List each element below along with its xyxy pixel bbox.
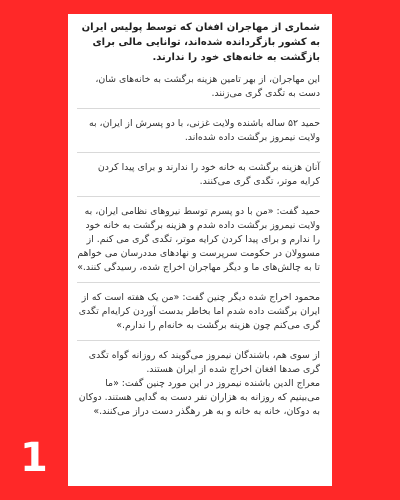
article-card (68, 14, 332, 486)
article-headline: شماری از مهاجران افغان که توسط پولیس ایران به کشور بازگردانده شده‌اند، توانایی مالی برای بازگشت به خانه‌های خود را ندارند. (81, 22, 320, 63)
article-paragraph: این مهاجران، از بهر تامین هزینه برگشت به خانه‌های شان، دست به تگدی گری می‌زنند. (77, 73, 320, 109)
article-paragraph: حمید ۵۲ ساله باشنده ولایت غزنی، با دو پسرش از ایران، به ولایت نیمروز برگشت داده شده‌اند. (77, 117, 320, 153)
slide-number: 1 (20, 435, 48, 481)
article-paragraph: از سوی هم، باشندگان نیمروز می‌گویند که روزانه گواه تگدی گری صدها افغان اخراج شده از ایران هستند. معراج الدین باشنده نیمروز در این مورد چنین گفت: «ما می‌بینیم که روزانه به هزاران نفر دست به گدایی هستند. دوکان به دوکان، خانه به خانه و به هر رهگذر دست دراز می‌کنند.» (78, 350, 320, 417)
article-paragraph: آنان هزینه برگشت به خانه خود را ندارند و برای پیدا کردن کرایه موتر، تگدی گری می‌کنند. (77, 161, 320, 197)
article-paragraph: محمود اخراج شده دیگر چنین گفت: «من یک هفته است که از ایران برگشت داده شدم اما بخاطر بدست آوردن کرایه‌ام تگدی گری می‌کنم چون هزینه برگشت به خانه‌ام را ندارم.» (77, 291, 320, 341)
article-paragraph: حمید گفت: «من با دو پسرم توسط نیروهای نظامی ایران، به ولایت نیمروز برگشت داده شدم و هزینه برگشت به خانه خود را ندارم و برای پیدا کردن کرایه موتر، تگدی گری می کنم. از مسوولان در حکومت سرپرست و نهادهای مددرسان می خواهم تا به چالش‌های ما و دیگر مهاجران اخراج شده، رسیدگی کنند.» (77, 205, 320, 283)
